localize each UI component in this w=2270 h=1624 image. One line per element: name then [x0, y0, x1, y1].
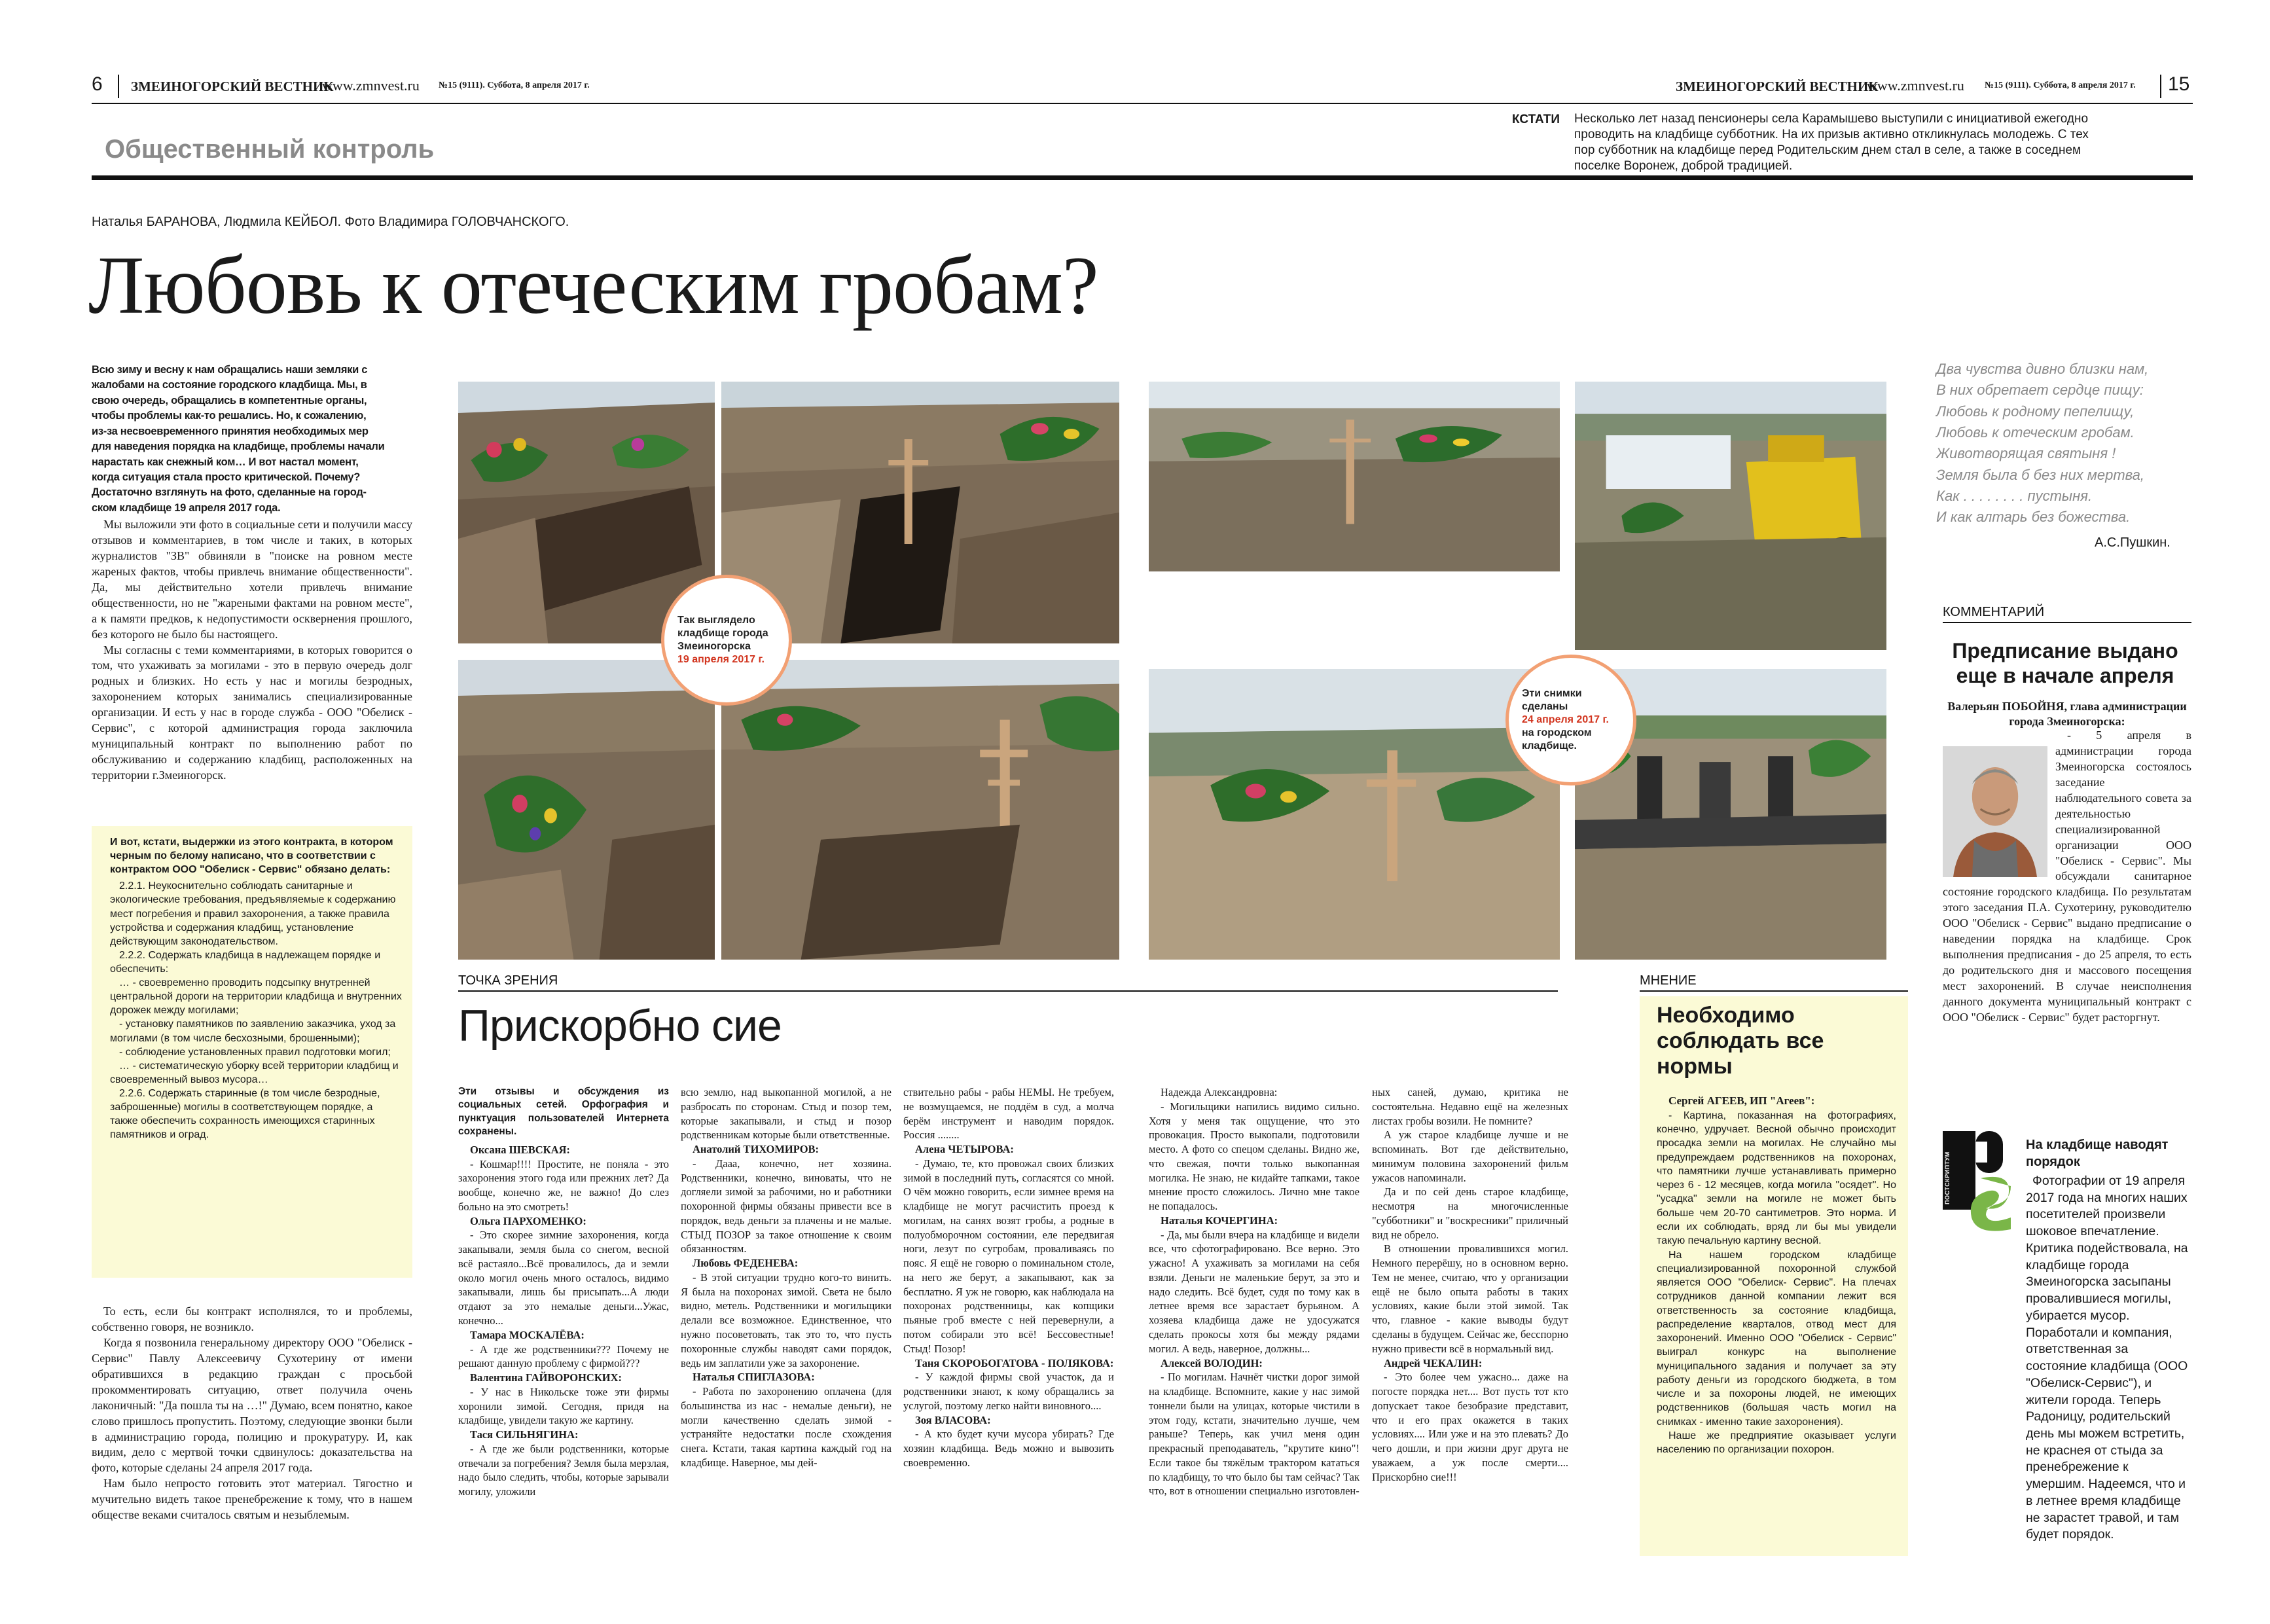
- kstati-line: Несколько лет назад пенсионеры села Карамышево выступили с инициативой ежегодно: [1574, 112, 2089, 126]
- photo-grave-6: [721, 660, 1119, 960]
- masthead-right: ЗМЕИНОГОРСКИЙ ВЕСТНИК: [1676, 79, 1879, 94]
- viewpoint-rule: [458, 990, 1558, 992]
- opinion-text: - А кто будет кучи мусора убирать? Где хозяин кладбища. Ведь можно и вывозить своевременно.: [903, 1428, 1114, 1469]
- opinion-text: ных саней, думаю, критика не состоятельна. Недавно ещё на железных листах гробы возили. Не помните?: [1372, 1086, 1568, 1127]
- lead-line: чтобы проблемы как-то решались. Но, к сожалению,: [92, 410, 367, 422]
- badge2-date: 24 апреля 2017 г.: [1522, 714, 1609, 725]
- badge-19-april: [661, 575, 792, 706]
- header-left: [92, 73, 668, 99]
- opinion-author: Анатолий ТИХОМИРОВ:: [693, 1143, 820, 1156]
- contract-item: … - своевременно проводить подсыпку внутренней центральной дороги на территории кладбища и внутренних дорожек между могилами;: [110, 977, 402, 1017]
- opinion-author: Зоя ВЛАСОВА:: [915, 1413, 991, 1426]
- poem-author: А.С.Пушкин.: [2095, 535, 2171, 550]
- header-divider-right: [2160, 75, 2161, 98]
- viewpoint-label: ТОЧКА ЗРЕНИЯ: [458, 973, 558, 988]
- opinion-text: - В этой ситуации трудно кого-то винить. Я была на похоронах зимой. Света не было видно, метель. Родственники и могильщики делали все возможное. Единственное, что нужно посоветовать, так это то, что пусть похоронные службы наводят сами порядок, ведь им заплатили уже за захоронение.: [681, 1271, 892, 1369]
- opinion-text: - У каждой фирмы свой участок, да и родственники знают, к кому обращались за услугой, поэтому легко найти виновного....: [903, 1371, 1114, 1412]
- opinion-text: Да и по сей день старое кладбище, несмотря на многочисленные "субботники" и "воскресники" приличный вид не обрело.: [1372, 1185, 1568, 1241]
- opinion-text: - Могильщики напились видимо сильно. Хотя у меня так ощущение, что это провокация. Просто выкопали, подготовили место. А фото со спецом сделаны. Видно же, что свежая, почти только выкопанная могилка. Не знаю, не кидайте тапками, такое мнение просто сложилось. Лично мне такое не попадалось.: [1149, 1100, 1360, 1213]
- opinion-body: [1657, 1094, 1896, 1456]
- ps-text: Фотографии от 19 апреля 2017 года на многих наших посетителей произвели шоковое впечатление. Критика подействовала, на кладбище города Змеиногорска засыпаны провалившиеся могилы, убирается мусор. Поработали и компания, ответственная за состояние кладбища (ООО "Обелиск-Сервис"), и жители города. Теперь Радоницу, родительский день мы можем встретить, не краснея от стыда за пренебрежение к умершим. Надеемся, что и в летнее время кладбище не зарастет травой, и там будет порядок.: [2026, 1174, 2188, 1542]
- lead-line: ском кладбище 19 апреля 2017 года.: [92, 501, 281, 514]
- comment-label: КОММЕНТАРИЙ: [1943, 605, 2045, 619]
- opinion-author: Валентина ГАЙВОРОНСКИХ:: [470, 1371, 622, 1384]
- poem-line: Животворящая святыня !: [1936, 445, 2116, 462]
- poem: [1936, 359, 2198, 528]
- photo-grave-5: [458, 660, 715, 960]
- lead-line: из-за несвоевременного принятия необходимых мер: [92, 425, 369, 437]
- contract-226: 2.2.6. Содержать старинные (в том числе безродные, заброшенные) могилы в соответствующем порядке, а также обеспечить сохранность имеющихся старинных памятников и оград.: [110, 1087, 380, 1141]
- contract-221: 2.2.1. Неукоснительно соблюдать санитарные и экологические требования, предъявляемые к содержанию мест погребения и правил захоронения, а также правила устройства и содержания кладбищ, установление действующим законодательством.: [110, 880, 396, 947]
- photo-grave-7: [1149, 669, 1560, 960]
- opinion-author: Тася СИЛЬНЯГИНА:: [470, 1428, 579, 1441]
- contract-item: - соблюдение установленных правил подготовки могил;: [119, 1046, 391, 1058]
- opinion-title: Необходимо соблюдать все нормы: [1657, 1003, 1824, 1079]
- lead-line: Достаточно взглянуть на фото, сделанные на город-: [92, 486, 367, 499]
- lead-line: Всю зиму и весну к нам обращались наши земляки с: [92, 364, 368, 376]
- opinion-text: - Это более чем ужасно... даже на погосте порядка нет.... Вот пусть тот кто допускает такое безобразие представит, что и его прах окажется в таких условиях.... Или уже и на это плевать? До чего дошли, и при жизни друг друга не уважаем, а уж после смерти.... Прискорбно сие!!!: [1372, 1371, 1568, 1483]
- kstati-line: проводить на кладбище субботник. На их призыв активно откликнулась молодежь. С тех: [1574, 128, 2089, 142]
- badge1-text: Так выглядело кладбище города Змеиногорска: [677, 615, 768, 652]
- section-title: Общественный контроль: [105, 135, 435, 164]
- opinion-author: Алексей ВОЛОДИН:: [1161, 1356, 1263, 1369]
- lead-line: для наведения порядка на кладбище, проблемы начали: [92, 441, 385, 453]
- right-page-number: 15: [2168, 73, 2190, 95]
- badge-24-april: [1505, 655, 1636, 785]
- badge1-date: 19 апреля 2017 г.: [677, 654, 765, 665]
- kstati-label: КСТАТИ: [1512, 113, 1560, 126]
- badge2-text1: Эти снимки сделаны: [1522, 688, 1582, 712]
- poem-line: Два чувства дивно близки нам,: [1936, 361, 2149, 377]
- viewpoint-title: Прискорбно сие: [458, 1001, 782, 1051]
- header-rule: [92, 103, 2193, 104]
- poem-line: Любовь к родному пепелищу,: [1936, 403, 2135, 420]
- photo-grave-4: [1575, 382, 1886, 650]
- lead-line: когда ситуация стала просто критической. Почему?: [92, 471, 361, 483]
- kstati-line: пор субботник на кладбище перед Родительским днем стал в селе, а также в соседнем: [1574, 143, 2081, 158]
- portrait-float-spacer: [1943, 728, 2055, 880]
- site-left: www.zmnvest.ru: [322, 77, 420, 94]
- body-paragraph: Мы выложили эти фото в социальные сети и получили массу отзывов и комментариев, в том числе и таких, в которых журналистов "ЗВ" обвиняли в "поиске на ровном месте жареных фактов, чтобы привлечь внимание общественности". Да, мы действительно хотели привлечь внимание общественности, но не "жареными фактами на ровном месте", а к памяти предков, к недопустимости осквернения прошлого, без которого не было бы настоящего.: [92, 518, 412, 641]
- comment-title: Предписание выдано еще в начале апреля: [1952, 639, 2178, 688]
- kstati-line: поселке Воронеж, доброй традицией.: [1574, 159, 1793, 173]
- poem-line: Любовь к отеческим гробам.: [1936, 424, 2135, 441]
- ps-vertical-text: ПОСТСКРИПТУМ: [1944, 1151, 1951, 1204]
- byline: Наталья БАРАНОВА, Людмила КЕЙБОЛ. Фото Владимира ГОЛОВЧАНСКОГО.: [92, 215, 569, 229]
- kstati-text: [1574, 111, 2189, 175]
- contract-222: 2.2.2. Содержать кладбища в надлежащем порядке и обеспечить:: [110, 949, 381, 975]
- issue-right: №15 (9111). Суббота, 8 апреля 2017 г.: [1985, 81, 2136, 90]
- lead-line: свою очередь, обращались в компетентные органы,: [92, 394, 367, 406]
- opinion-author: Наталья КОЧЕРГИНА:: [1161, 1214, 1278, 1227]
- opinion-author: Тамара МОСКАЛЁВА:: [470, 1328, 585, 1341]
- contract-box: [92, 826, 412, 1278]
- opinion-rule: [1640, 990, 1908, 992]
- opinion-text: - Это скорее зимние захоронения, когда закапывали, земля была со снегом, весной всё растаяло...Всё провалилось, да и земли около могил очень много осталось, видимо закапывали, лишь бы присыпать...А люди отдают за это немалые деньги...Ужас, конечно...: [458, 1229, 669, 1327]
- opinion-text: - По могилам. Начнёт чистки дорог зимой на кладбище. Вспомните, какие у нас зимой тоннели были на улицах, которые чистили в этом году, кстати, значительно лучше, чем раньше? Теперь, как учил меня один прекрасный преподаватель, "крутите кино"! Если такое бы тяжёлым трактором кататься по кладбищу, то что было бы там сейчас? Так что, вот в отношении специально изготовлен-: [1149, 1371, 1360, 1498]
- opinion-text: В отношении провалившихся могил. Немного перерёшу, но в основном верно. Тем не менее, считаю, что у организации ещё не было опыта работы в таких условиях, какие были этой зимой. Так что, главное - какие выводы будут сделаны в будущем. Сейчас же, бесспорно нужно привести всё в нормальный вид.: [1372, 1242, 1568, 1355]
- body-paragraph: Мы согласны с теми комментариями, в которых говорится о том, что ухаживать за могилами - это в первую очередь долг родных и близких. Но есть у нас и могилы безродных, захоронением которых занимались специализированные организации. И есть у нас в городе служба - ООО "Обелиск - Сервис", с которой администрация города заключила муниципальный контракт по выполнению работ по обслуживанию и содержанию кладбищ, расположенных на территории г.Змеиногорск.: [92, 643, 412, 782]
- opinion-author: Алена ЧЕТЫРОВА:: [915, 1143, 1014, 1156]
- left-bottom: [92, 1304, 412, 1523]
- body-paragraph: Нам было непросто готовить этот материал. Тягостно и мучительно видеть такое пренебрежение к тому, что в нашем обществе веками считалось святым и незыблемым.: [92, 1477, 412, 1522]
- opinions-col-4: [1149, 1085, 1360, 1498]
- contract-intro: И вот, кстати, выдержки из этого контракта, в котором черным по белому написано, что в соответствии с контрактом ООО "Обелиск - Сервис" обязано делать:: [110, 837, 393, 876]
- opinion-text: всю землю, над выкопанной могилой, а не разбросать по сторонам. Стыд и позор тем, которые закапывали, и стыд и позор родственникам которые были ответственные.: [681, 1086, 892, 1142]
- headline: Любовь к отеческим гробам?: [88, 240, 1098, 331]
- opinion-text: Надежда Александровна:: [1161, 1086, 1278, 1098]
- poem-line: В них обретает сердце пищу:: [1936, 382, 2144, 399]
- lead-line: жалобами на состояние городского кладбища. Мы, в: [92, 379, 367, 391]
- poem-line: Как . . . . . . . . пустыня.: [1936, 487, 2093, 504]
- comment-paragraph: - 5 апреля в администрации города Змеиногорска состоялось заседание наблюдательного совета за деятельностью специализированной организации ООО "Обелиск - Сервис". Мы обсуждали санитарное состояние городского кладбища. По результатам этого заседания П.А. Сухотерину, руководителю ООО "Обелиск - Сервис" выдано предписание о наведении порядка на кладбище. Срок выполнения предписания - до 25 апреля, то есть до родительского дня и массового посещения мест захоронений. В случае неисполнения данного документа муниципальный контракт с ООО "Обелиск - Сервис" будет расторгнут.: [1943, 729, 2191, 1024]
- opinion-text: - Работа по захоронению оплачена (для большинства из нас - немалые деньги), не могли качественно сделать зимой - устраняйте недостатки после схождения снега. Кстати, такая картина каждый год на кладбище. Наверное, мы дей-: [681, 1385, 892, 1469]
- poem-line: И как алтарь без божества.: [1936, 509, 2131, 526]
- issue-left: №15 (9111). Суббота, 8 апреля 2017 г.: [439, 81, 590, 90]
- opinion-author: Таня СКОРОБОГАТОВА - ПОЛЯКОВА:: [915, 1356, 1114, 1369]
- comment-author: Валерьян ПОБОЙНЯ, глава администрации города Змеиногорска:: [1947, 700, 2187, 729]
- opinions-col-2: [681, 1085, 892, 1470]
- opinion-label: МНЕНИЕ: [1640, 973, 1697, 988]
- photo-grave-3: [1149, 382, 1560, 571]
- comment-text: [1943, 728, 2191, 1026]
- header-right: [1676, 73, 2199, 99]
- opinion-author: Наталья СПИГЛАЗОВА:: [693, 1371, 815, 1384]
- lead-text: [92, 363, 406, 516]
- section-rule: [92, 175, 2193, 180]
- opinion-paragraph: На нашем городском кладбище специализированной похоронной службой является ООО "Обелиск- Сервис". На плечах сотрудников данной компании лежит вся ответственность за состояние кладбища, распределение кварталов, отвод мест для захоронений. Именно ООО "Обелиск - Сервис" выиграл конкурс на выполнение муниципального задания и получает за эту работу деньги из городского бюджета, в том числе и за похороны людей, не имеющих родственников (большая часть могил на снимках - именно такие захоронения).: [1657, 1249, 1896, 1428]
- viewpoint-intro: Эти отзывы и обсуждения из социальных сетей. Орфография и пунктуация пользователей Интернета сохранены.: [458, 1086, 669, 1138]
- opinion-text: - А где же были родственники, которые отвечали за погребения? Земля была мерзлая, надо было следить, чтобы, которые зарывали могилу, уложили: [458, 1442, 669, 1498]
- opinion-text: - У нас в Никольске тоже эти фирмы хоронили зимой. Сегодня, придя на кладбище, увидели такую же картину.: [458, 1385, 669, 1427]
- ps-title: На кладбище наводят порядок: [2026, 1138, 2169, 1169]
- opinion-text: - Дааа, конечно, нет хозяина. Родственники, конечно, виноваты, что не догляели зимой за рабочими, но и работники похоронной фирмы обязаны привести все в порядок, ведь деньги за плачены и не малые. СТЫД ПОЗОР за такое отношение к своим обязанностям.: [681, 1157, 892, 1255]
- opinion-text: - Думаю, те, кто провожал своих близких зимой в последний путь, согласятся со мной. О чём можно говорить, если зимнее время на кладбище не могут расчистить проезд к могилам, на санях возят гробы, а родные в полуобморочном состоянии, еле передвигая ноги, лезут по сугробам, проваливаясь по пояс. Я ещё не говорю о поминальном столе, на него же берут, а закапывают, как за бесплатно. Я уж не говорю, как наблюдала на похоронах родственницы, как копщики пьяные гроб вместе с ней перевернули, а потом собирали это всё! Бессовестные! Стыд! Позор!: [903, 1157, 1114, 1355]
- opinion-box: [1640, 996, 1908, 1556]
- opinion-text: А уж старое кладбище лучше и не вспоминать. Вот где действительно, минимум половина захоронений фильм ужасов напоминали.: [1372, 1128, 1568, 1184]
- badge2-text2: на городском кладбище.: [1522, 727, 1592, 751]
- opinion-text: - Кошмар!!!! Простите, не поняла - это захоронения этого года или прежних лет? Да вообще, конечно же, не важно! До слез больно на это смотреть!: [458, 1157, 669, 1213]
- opinions-col-1: [458, 1085, 669, 1499]
- opinion-author-name: Сергей АГЕЕВ, ИП "Агеев":: [1668, 1094, 1815, 1108]
- opinion-paragraph: Наше же предприятие оказывает услуги населению по организации похорон.: [1657, 1430, 1896, 1456]
- poem-line: Земля была б без них мертва,: [1936, 466, 2145, 483]
- body-paragraph: Когда я позвонила генеральному директору ООО "Обелиск - Сервис" Павлу Алексеевичу Сухотерину от имени обратившихся в редакцию граждан с просьбой прокомментировать ситуацию, ответ получила очень лаконичный: "Да пошла ты на …!" Думаю, всем понятно, какое слово пришлось пропустить. Поэтому, следующие звонки были в администрацию города, полицию и прокуратуру. И, как видим, дело с мертвой точки сдвинулось: доказательства на фото, которые сделаны 24 апреля 2017 года.: [92, 1335, 412, 1475]
- opinion-author: Оксана ШЕВСКАЯ:: [470, 1143, 570, 1156]
- opinion-text: - Да, мы были вчера на кладбище и видели все, что сфотографировано. Все верно. Это ужасно! А ухаживать за могилами на себя взяли. Деньги не маленькие берут, за это и надо следить. Всё будет, судя по тому как в летнее время все зарастает бурьяном. А хозяева кладбища даже не удосужатся сделать прокосы хотя бы между рядами могил. А ведь, наверное, должны...: [1149, 1228, 1360, 1355]
- opinion-text: ствительно рабы - рабы НЕМЫ. Не требуем, не возмущаемся, не поддём в суд, а молча берём инструмент и наводим порядок. Россия ........: [903, 1086, 1114, 1142]
- opinion-paragraph: - Картина, показанная на фотографиях, конечно, удручает. Весной обычно происходит просадка земли на могилах. Не случайно мы предупреждаем родственников на похоронах, что памятники лучше устанавливать примерно через 6 - 12 месяцев, когда могила "осядет". Но "усадка" земли на могиле не может быть больше чем 20-70 сантиметров. Это норма. И если их соблюдать, вряд ли бы мы увидели такую печальную картину весной.: [1657, 1110, 1896, 1247]
- left-body: [92, 517, 412, 784]
- contract-item: - установку памятников по заявлению заказчика, уход за могилами (в том числе бесхозными, брошенными);: [110, 1019, 396, 1044]
- opinions-col-5: [1372, 1085, 1568, 1484]
- lead-line: нарастать как снежный ком… И вот настал момент,: [92, 456, 359, 468]
- contract-item: … - систематическую уборку всей территории кладбищ и своевременный вывоз мусора…: [110, 1060, 399, 1085]
- opinion-author: Ольга ПАРХОМЕНКО:: [470, 1214, 586, 1227]
- header-divider: [118, 75, 119, 98]
- opinion-text: - А где же родственники??? Почему не решают данную проблему с фирмой???: [458, 1343, 669, 1370]
- site-right: www.zmnvest.ru: [1867, 77, 1964, 94]
- opinions-col-3: [903, 1085, 1114, 1470]
- opinion-author: Любовь ФЕДЕНЕВА:: [693, 1257, 799, 1270]
- comment-rule: [1943, 622, 2191, 623]
- masthead-left: ЗМЕИНОГОРСКИЙ ВЕСТНИК: [131, 79, 334, 94]
- opinion-author: Андрей ЧЕКАЛИН:: [1384, 1356, 1483, 1369]
- ps-logo: [1943, 1131, 2013, 1236]
- left-page-number: 6: [92, 73, 103, 95]
- body-paragraph: То есть, если бы контракт исполнялся, то и проблемы, собственно говоря, не возникло.: [92, 1305, 412, 1333]
